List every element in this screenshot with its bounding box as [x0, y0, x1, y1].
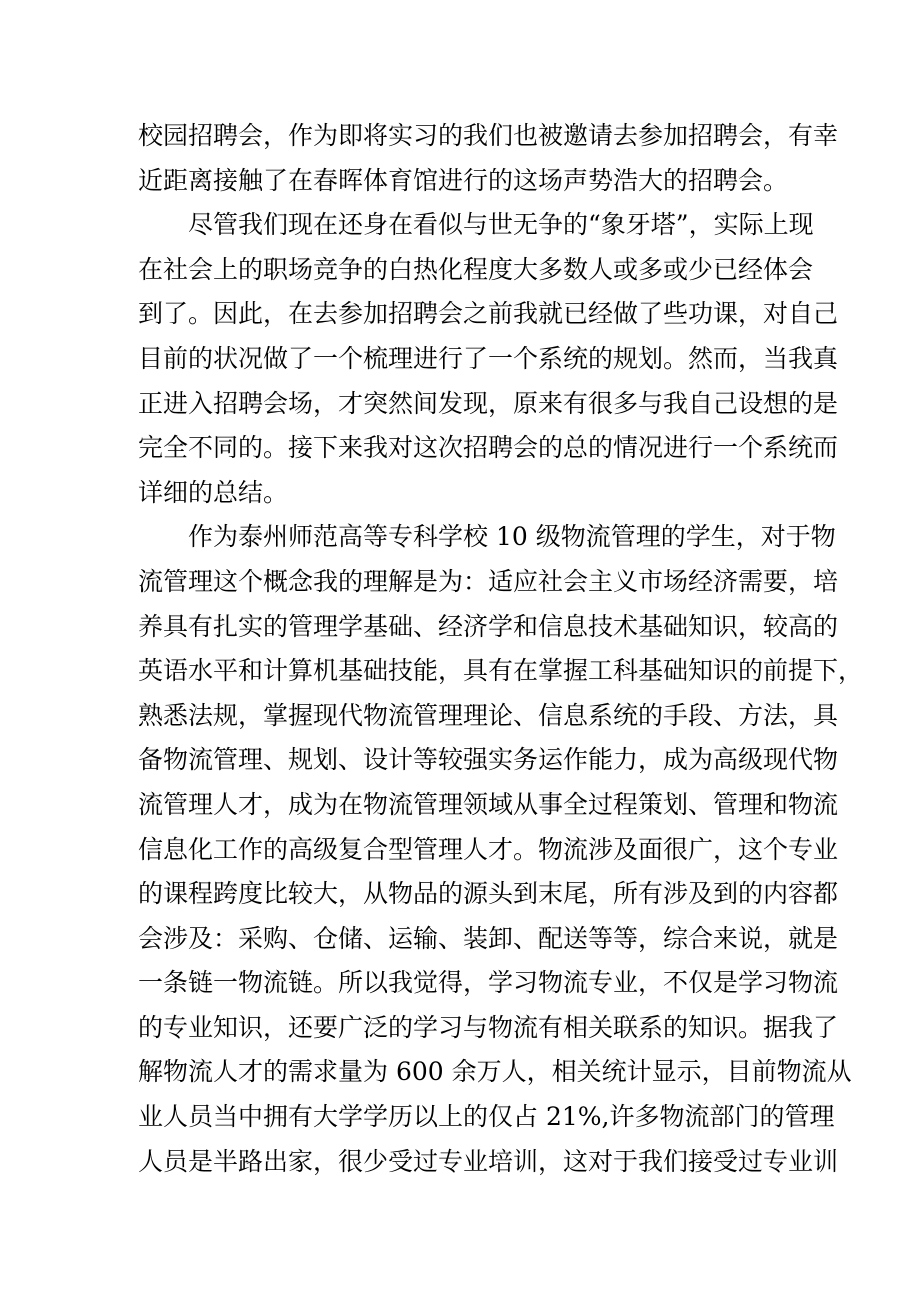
text-line: 完全不同的。接下来我对这次招聘会的总的情况进行一个系统而: [138, 433, 839, 463]
text-line: 流管理人才，成为在物流管理领域从事全过程策划、管理和物流: [138, 789, 839, 819]
text-line: 会涉及：采购、仓储、运输、装卸、配送等等，综合来说，就是: [138, 923, 839, 953]
text-line: 英语水平和计算机基础技能，具有在掌握工科基础知识的前提下，: [138, 656, 864, 686]
document-body: [138, 114, 864, 1184]
text-line: 的专业知识，还要广泛的学习与物流有相关联系的知识。据我了: [138, 1012, 839, 1042]
text-line: 校园招聘会，作为即将实习的我们也被邀请去参加招聘会，有幸: [138, 121, 839, 150]
text-line: 到了。因此，在去参加招聘会之前我就已经做了些功课，对自己: [138, 299, 839, 329]
text-line: 目前的状况做了一个梳理进行了一个系统的规划。然而，当我真: [138, 343, 839, 373]
text-line: 业人员当中拥有大学学历以上的仅占 21%,许多物流部门的管理: [138, 1102, 835, 1132]
text-line: 正进入招聘会场，才突然间发现，原来有很多与我自己设想的是: [138, 388, 839, 418]
text-line: 作为泰州师范高等专科学校 10 级物流管理的学生，对于物: [138, 522, 836, 552]
text-line: 信息化工作的高级复合型管理人才。物流涉及面很广，这个专业: [138, 834, 839, 864]
text-line: 养具有扎实的管理学基础、经济学和信息技术基础知识，较高的: [138, 611, 839, 641]
text-line: 的课程跨度比较大，从物品的源头到末尾，所有涉及到的内容都: [138, 879, 839, 909]
text-line: 备物流管理、规划、设计等较强实务运作能力，成为高级现代物: [138, 745, 839, 775]
text-line: 详细的总结。: [138, 477, 289, 507]
text-line: 人员是半路出家，很少受过专业培训，这对于我们接受过专业训: [138, 1146, 839, 1176]
text-line: 尽管我们现在还身在看似与世无争的“象牙塔”，实际上现: [138, 210, 814, 240]
text-line: 流管理这个概念我的理解是为：适应社会主义市场经济需要，培: [138, 566, 839, 596]
text-line: 近距离接触了在春晖体育馆进行的这场声势浩大的招聘会。: [138, 165, 789, 195]
text-line: 解物流人才的需求量为 600 余万人，相关统计显示，目前物流从: [138, 1057, 852, 1087]
text-line: 熟悉法规，掌握现代物流管理理论、信息系统的手段、方法，具: [138, 700, 839, 730]
text-line: 在社会上的职场竞争的白热化程度大多数人或多或少已经体会: [138, 254, 814, 284]
text-line: 一条链一物流链。所以我觉得，学习物流专业，不仅是学习物流: [138, 968, 839, 998]
